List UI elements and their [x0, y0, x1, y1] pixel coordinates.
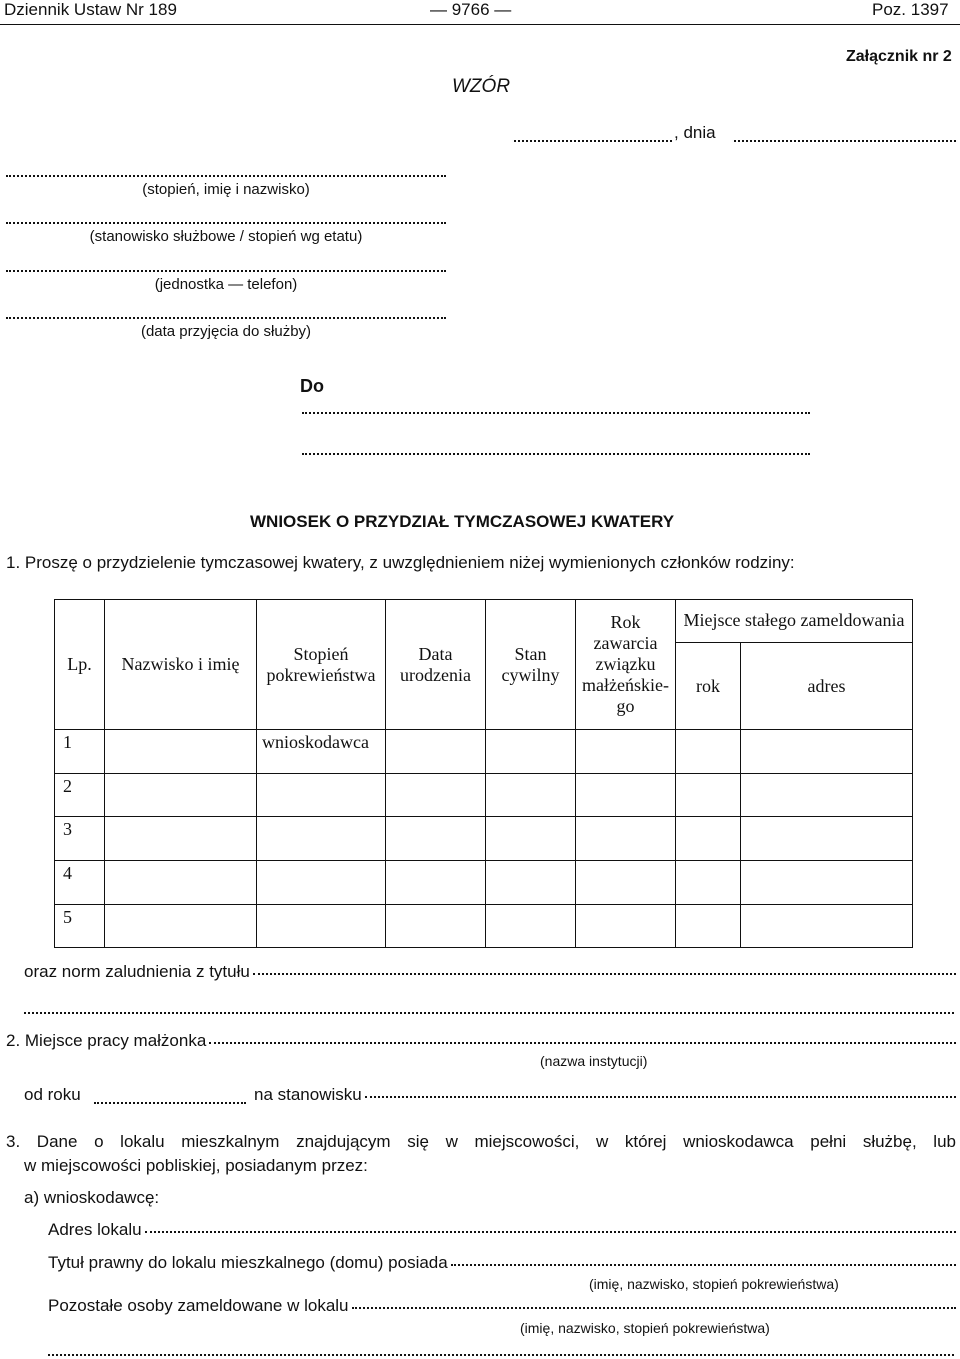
table-cell[interactable] [675, 816, 741, 861]
since-year-field[interactable] [94, 1102, 246, 1104]
table-cell[interactable] [385, 773, 486, 817]
service-date-caption: (data przyjęcia do służby) [140, 323, 312, 340]
table-cell[interactable] [740, 773, 913, 817]
date-field[interactable] [734, 140, 956, 142]
row-number: 1 [63, 732, 72, 752]
row-number: 2 [63, 776, 72, 796]
row-number: 4 [63, 863, 72, 883]
addressee-label: Do [300, 376, 324, 396]
table-cell[interactable] [575, 816, 676, 861]
address-label: Adres lokalu [48, 1220, 142, 1239]
table-cell[interactable] [54, 773, 105, 817]
rank-name-field[interactable] [6, 175, 446, 177]
header-birth-1: Data [418, 644, 453, 664]
job-position-row [254, 1085, 956, 1105]
table-cell[interactable] [104, 816, 257, 861]
others-field-2[interactable] [48, 1354, 954, 1356]
table-cell[interactable] [104, 860, 257, 905]
table-cell[interactable] [54, 904, 105, 948]
service-date-field[interactable] [6, 317, 446, 319]
form-title: WNIOSEK O PRZYDZIAŁ TYMCZASOWEJ KWATERY [250, 512, 675, 531]
header-relation-2: pokrewieństwa [266, 665, 376, 685]
header-rule [0, 24, 960, 25]
model-label: WZÓR [452, 76, 511, 97]
table-cell[interactable] [256, 904, 386, 948]
table-cell[interactable] [485, 860, 576, 905]
norm-field[interactable] [253, 973, 956, 975]
table-cell[interactable] [104, 729, 257, 774]
table-cell[interactable] [675, 860, 741, 905]
row-number: 5 [63, 907, 72, 927]
section-1-text: 1. Proszę o przydzielenie tymczasowej kwatery, z uwzględnieniem niżej wymienionych członków rodziny: [6, 553, 795, 572]
header-birth-2: urodzenia [400, 665, 471, 685]
date-label: , dnia [674, 123, 716, 142]
institution-caption: (nazwa instytucji) [540, 1053, 648, 1069]
addressee-line-1[interactable] [302, 412, 810, 414]
section-3-line-1: 3. Dane o lokalu mieszkalnym znajdującym się w miejscowości, w której wnioskodawca pełni służbę, lub [6, 1132, 956, 1151]
header-lp: Lp. [67, 654, 92, 674]
table-cell[interactable] [485, 773, 576, 817]
legal-title-field[interactable] [451, 1264, 956, 1266]
table-cell[interactable] [575, 860, 676, 905]
table-cell[interactable] [256, 816, 386, 861]
position-number: Poz. 1397 [872, 0, 949, 19]
table-cell[interactable] [575, 904, 676, 948]
addressee-line-2[interactable] [302, 453, 810, 455]
spouse-work-label: 2. Miejsce pracy małżonka [6, 1031, 207, 1050]
header-civil-2: cywilny [501, 665, 560, 685]
table-cell[interactable] [385, 816, 486, 861]
header-marriage-5: go [616, 696, 635, 716]
legal-title-label: Tytuł prawny do lokalu mieszkalnego (domu) posiada [48, 1253, 448, 1272]
table-cell[interactable] [485, 816, 576, 861]
header-res-year: rok [696, 676, 720, 696]
norm-label: oraz norm zaludnienia z tytułu [24, 962, 250, 981]
table-cell[interactable] [256, 860, 386, 905]
table-cell[interactable] [675, 904, 741, 948]
position-caption: (stanowisko służbowe / stopień wg etatu) [89, 228, 363, 245]
position-field[interactable] [6, 222, 446, 224]
job-position-field[interactable] [365, 1096, 956, 1098]
table-cell[interactable] [575, 729, 676, 774]
others-label: Pozostałe osoby zameldowane w lokalu [48, 1296, 349, 1315]
row-relation: wnioskodawca [262, 732, 369, 752]
section-3a: a) wnioskodawcę: [24, 1188, 160, 1207]
header-marriage-2: zawarcia [593, 633, 658, 653]
annex-label: Załącznik nr 2 [846, 48, 952, 65]
rank-name-caption: (stopień, imię i nazwisko) [142, 181, 310, 198]
header-name: Nazwisko i imię [121, 654, 240, 674]
table-cell[interactable] [104, 773, 257, 817]
table-cell[interactable] [740, 860, 913, 905]
since-year-label: od roku [24, 1085, 81, 1104]
others-field[interactable] [352, 1307, 956, 1309]
norm-field-2[interactable] [24, 1012, 954, 1014]
page-number: — 9766 — [430, 0, 512, 19]
place-field[interactable] [514, 140, 672, 142]
row-number: 3 [63, 819, 72, 839]
unit-phone-field[interactable] [6, 270, 446, 272]
header-relation-1: Stopień [293, 644, 349, 664]
table-cell[interactable] [54, 729, 105, 774]
address-field[interactable] [145, 1231, 956, 1233]
spouse-work-field[interactable] [209, 1042, 956, 1044]
table-cell[interactable] [740, 729, 913, 774]
table-cell[interactable] [675, 729, 741, 774]
header-civil-1: Stan [514, 644, 547, 664]
journal-title: Dziennik Ustaw Nr 189 [4, 0, 177, 19]
norm-row [24, 962, 956, 982]
header-res-address: adres [807, 676, 846, 696]
table-cell[interactable] [54, 816, 105, 861]
table-cell[interactable] [385, 860, 486, 905]
table-cell[interactable] [675, 773, 741, 817]
legal-title-row [48, 1253, 956, 1273]
header-marriage-4: małżeńskie- [582, 675, 669, 695]
table-cell[interactable] [575, 773, 676, 817]
unit-phone-caption: (jednostka — telefon) [154, 276, 298, 293]
header-marriage-3: związku [595, 654, 656, 674]
table-cell[interactable] [740, 816, 913, 861]
legal-title-caption: (imię, nazwisko, stopień pokrewieństwa) [589, 1276, 839, 1292]
table-cell[interactable] [104, 904, 257, 948]
table-cell[interactable] [740, 904, 913, 948]
table-cell[interactable] [256, 773, 386, 817]
section-3-line-2: w miejscowości pobliskiej, posiadanym przez: [24, 1156, 368, 1175]
address-row [48, 1220, 956, 1240]
table-cell[interactable] [485, 729, 576, 774]
table-cell[interactable] [385, 729, 486, 774]
others-caption: (imię, nazwisko, stopień pokrewieństwa) [520, 1320, 770, 1336]
table-cell[interactable] [485, 904, 576, 948]
spouse-work-row [6, 1031, 956, 1051]
table-cell[interactable] [54, 860, 105, 905]
table-cell[interactable] [385, 904, 486, 948]
others-row [48, 1296, 956, 1316]
job-position-label: na stanowisku [254, 1085, 362, 1104]
header-residence: Miejsce stałego zameldowania [683, 610, 905, 630]
header-marriage-1: Rok [610, 612, 641, 632]
